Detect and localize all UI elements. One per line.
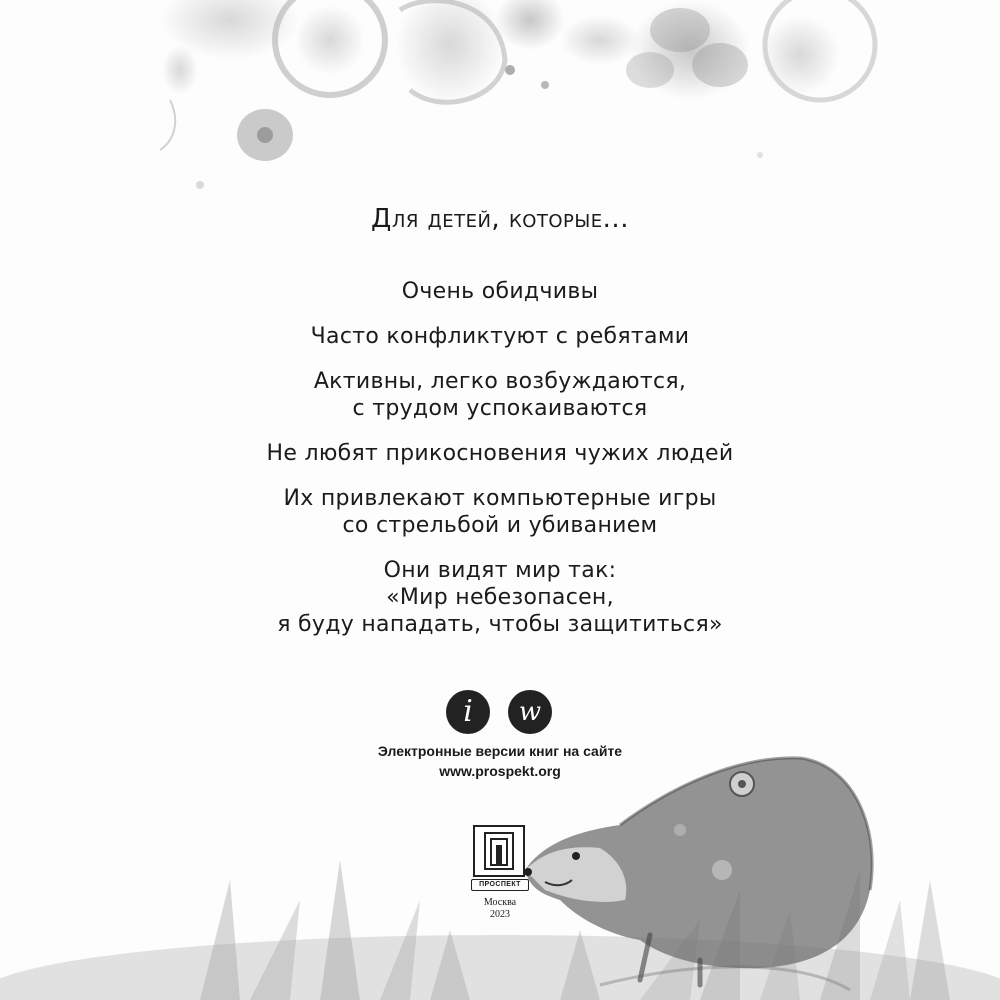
list-item xyxy=(0,323,1000,350)
target-audience-list xyxy=(0,278,1000,656)
publisher-imprint xyxy=(465,825,535,935)
publisher-logo-icon xyxy=(473,825,525,877)
list-item xyxy=(0,557,1000,638)
list-item-line: с трудом успокаиваются xyxy=(352,396,648,421)
ebook-site-note: Электронные версии книг на сайте xyxy=(377,743,623,759)
site-url-link[interactable]: www.prospekt.org xyxy=(439,763,561,779)
building-icon xyxy=(475,827,523,875)
publisher-year: 2023 xyxy=(490,909,510,920)
list-item-line: Их привлекают компьютерные игры xyxy=(283,486,717,511)
list-item xyxy=(0,278,1000,305)
list-item-line: Часто конфликтуют с ребятами xyxy=(310,324,690,349)
publisher-city: Москва xyxy=(483,897,517,908)
list-item-line: Активны, легко возбуждаются, xyxy=(313,369,687,394)
list-item xyxy=(0,368,1000,422)
list-item-line: Не любят прикосновения чужих людей xyxy=(266,441,734,466)
ebook-logos xyxy=(446,690,556,734)
list-item xyxy=(0,440,1000,467)
flowers-illustration xyxy=(160,0,875,189)
list-item xyxy=(0,485,1000,539)
info-i-logo-icon: i xyxy=(446,690,490,734)
list-item-line: Они видят мир так: xyxy=(383,558,617,583)
list-item-line: я буду нападать, чтобы защититься» xyxy=(277,612,723,637)
cover-heading: Для детей, которые... xyxy=(371,204,629,234)
publisher-name: ПРОСПЕКТ xyxy=(479,881,521,888)
list-item-line: «Мир небезопасен, xyxy=(386,585,614,610)
list-item-line: Очень обидчивы xyxy=(401,279,599,304)
list-item-line: со стрельбой и убиванием xyxy=(342,513,658,538)
web-w-logo-icon: w xyxy=(508,690,552,734)
